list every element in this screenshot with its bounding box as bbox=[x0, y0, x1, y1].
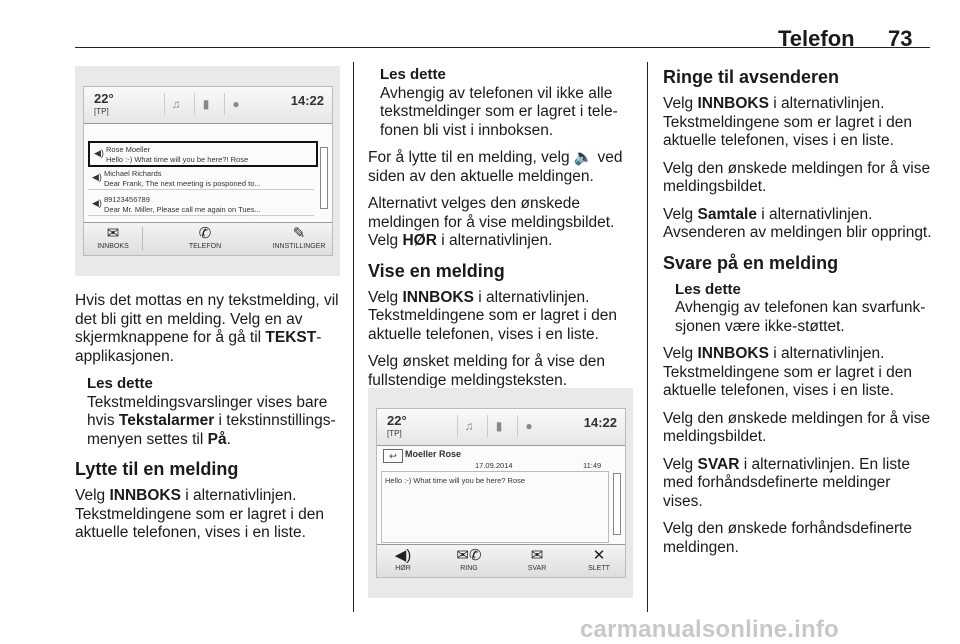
message-row[interactable] bbox=[88, 141, 318, 167]
message-time: 11:49 bbox=[583, 461, 602, 470]
clock: 14:22 bbox=[290, 93, 324, 108]
paragraph: Alternativt velges den ønskede meldingen for å vise meldingsbildet. Velg HØR i alternativlinjen. bbox=[368, 195, 615, 249]
reply-button[interactable] bbox=[515, 547, 559, 572]
listen-button[interactable] bbox=[381, 547, 425, 572]
paragraph: Velg Samtale i alternativlinjen. Avsenderen av meldingen blir oppringt. bbox=[663, 205, 932, 241]
temperature: 22° bbox=[387, 413, 407, 428]
call-button[interactable] bbox=[447, 547, 491, 572]
status-bar bbox=[377, 409, 625, 446]
infotainment-screen bbox=[376, 408, 626, 578]
phone-button[interactable] bbox=[180, 225, 230, 250]
note-body: Avhengig av telefonen vil ikke alle tekstmeldinger som er lagret i tele-fonen bli vist i innboksen. bbox=[380, 84, 618, 139]
tp-indicator: [TP] bbox=[94, 107, 109, 116]
envelope-icon: ✉ bbox=[106, 225, 120, 242]
clock: 14:22 bbox=[583, 415, 617, 430]
sender-name: 89123456789 bbox=[104, 195, 150, 204]
paragraph: Velg den ønskede forhåndsdefinerte meldingen. bbox=[663, 520, 913, 556]
message-text: Hello :-) What time will you be here? Rose bbox=[385, 476, 526, 485]
option-bar bbox=[377, 544, 625, 577]
section-heading: Lytte til en melding bbox=[75, 459, 239, 479]
phone-device-icon: ▮ bbox=[194, 93, 217, 115]
option-bar bbox=[84, 222, 332, 255]
settings-label: INNSTILLINGER bbox=[272, 243, 326, 250]
divider bbox=[142, 227, 143, 251]
message-preview: Dear Frank, The next meeting is posponed to... bbox=[104, 179, 261, 188]
note-title: Les dette bbox=[380, 66, 446, 83]
paragraph: Velg ønsket melding for å vise den fullstendige meldingsteksten. bbox=[368, 353, 605, 389]
audio-icon: ♫ bbox=[164, 93, 187, 115]
message-body bbox=[381, 471, 609, 543]
paragraph: Velg INNBOKS i alternativlinjen. Tekstmeldingene som er lagret i den aktuelle telefonen, vises i en liste. bbox=[368, 288, 617, 343]
column-divider-1 bbox=[353, 62, 354, 612]
reply-label: SVAR bbox=[527, 565, 547, 572]
note-body: Avhengig av telefonen kan svarfunk-sjonen være ikke-støttet. bbox=[675, 299, 926, 335]
section-heading: Svare på en melding bbox=[663, 252, 839, 273]
delete-label: SLETT bbox=[588, 565, 610, 572]
note-body: Tekstmeldingsvarslinger vises bare hvis Tekstalarmer i tekstinnstillings-menyen settes til På. bbox=[87, 393, 336, 448]
intro-paragraph: Hvis det mottas en ny tekstmelding, vil det bli gitt en melding. Velg en av skjermknappene for å gå til TEKST-applikasjonen. bbox=[75, 292, 339, 365]
handset-icon: ✆ bbox=[198, 225, 212, 242]
message-date: 17.09.2014 bbox=[475, 461, 513, 470]
listen-label: HØR bbox=[395, 565, 411, 572]
speaker-icon[interactable]: ◀) bbox=[94, 148, 104, 158]
paragraph: Velg INNBOKS i alternativlinjen. Tekstmeldingene som er lagret i den aktuelle telefonen, vises i en liste. bbox=[663, 345, 912, 399]
note-title: Les dette bbox=[87, 375, 153, 392]
phone-device-icon: ▮ bbox=[487, 415, 510, 437]
paragraph: Velg SVAR i alternativlinjen. En liste med forhåndsdefinerte meldinger vises. bbox=[663, 455, 910, 510]
column-2 bbox=[368, 66, 636, 399]
column-3 bbox=[663, 66, 933, 566]
infotainment-screen bbox=[83, 86, 333, 256]
column-divider-2 bbox=[647, 62, 648, 612]
scrollbar[interactable] bbox=[320, 147, 328, 209]
delete-button[interactable] bbox=[577, 547, 621, 572]
scrollbar[interactable] bbox=[613, 473, 621, 535]
audio-icon: ♫ bbox=[457, 415, 480, 437]
header-rule bbox=[75, 47, 930, 48]
call-label: RING bbox=[460, 565, 478, 572]
page-header-title: Telefon bbox=[778, 26, 855, 51]
message-row[interactable] bbox=[88, 193, 314, 216]
inbox-screenshot bbox=[75, 66, 340, 276]
watermark: carmanualsonline.info bbox=[580, 616, 839, 643]
message-preview: Dear Mr. Miller, Please call me again on Tues... bbox=[104, 205, 261, 214]
note bbox=[368, 66, 636, 140]
message-row[interactable] bbox=[88, 167, 314, 190]
settings-icon: ✎ bbox=[292, 225, 306, 242]
paragraph: Velg INNBOKS i alternativlinjen. Tekstmeldingene som er lagret i den aktuelle telefonen, vises i en liste. bbox=[663, 95, 912, 149]
paragraph: Velg INNBOKS i alternativlinjen. Tekstmeldingene som er lagret i den aktuelle telefonen, vises i en liste. bbox=[75, 487, 324, 541]
status-bar bbox=[84, 87, 332, 124]
note bbox=[663, 281, 933, 337]
phone-label: TELEFON bbox=[188, 243, 222, 250]
message-view-screenshot bbox=[368, 388, 633, 598]
inbox-label: INNBOKS bbox=[97, 243, 129, 250]
speaker-icon: ◀) bbox=[394, 547, 412, 564]
speaker-icon[interactable]: ◀) bbox=[92, 198, 102, 208]
note bbox=[75, 375, 345, 449]
page-number: 73 bbox=[888, 26, 913, 51]
info-icon: ● bbox=[517, 415, 540, 437]
paragraph: For å lytte til en melding, velg 🔈 ved siden av den aktuelle meldingen. bbox=[368, 149, 623, 185]
call-icon: ✉✆ bbox=[456, 547, 482, 564]
paragraph: Velg den ønskede meldingen for å vise meldingsbildet. bbox=[663, 409, 931, 445]
column-1 bbox=[75, 292, 345, 552]
temperature: 22° bbox=[94, 91, 114, 106]
paragraph: Velg den ønskede meldingen for å vise meldingsbildet. bbox=[663, 159, 931, 195]
sender-name: Michael Richards bbox=[104, 169, 162, 178]
inbox-button[interactable] bbox=[88, 225, 138, 250]
close-icon: ✕ bbox=[592, 547, 606, 564]
sender-name: Moeller Rose bbox=[405, 449, 462, 459]
info-icon: ● bbox=[224, 93, 247, 115]
message-preview: Hello :-) What time will you be here?! Rose bbox=[106, 155, 249, 164]
back-button[interactable]: ↩ bbox=[383, 449, 403, 463]
note-title: Les dette bbox=[675, 280, 741, 298]
reply-icon: ✉ bbox=[530, 547, 544, 564]
section-heading: Vise en melding bbox=[368, 260, 505, 281]
tp-indicator: [TP] bbox=[387, 429, 402, 438]
settings-button[interactable] bbox=[270, 225, 328, 250]
sender-name: Rose Moeller bbox=[106, 145, 151, 154]
section-heading: Ringe til avsenderen bbox=[663, 67, 840, 87]
speaker-icon[interactable]: ◀) bbox=[92, 172, 102, 182]
